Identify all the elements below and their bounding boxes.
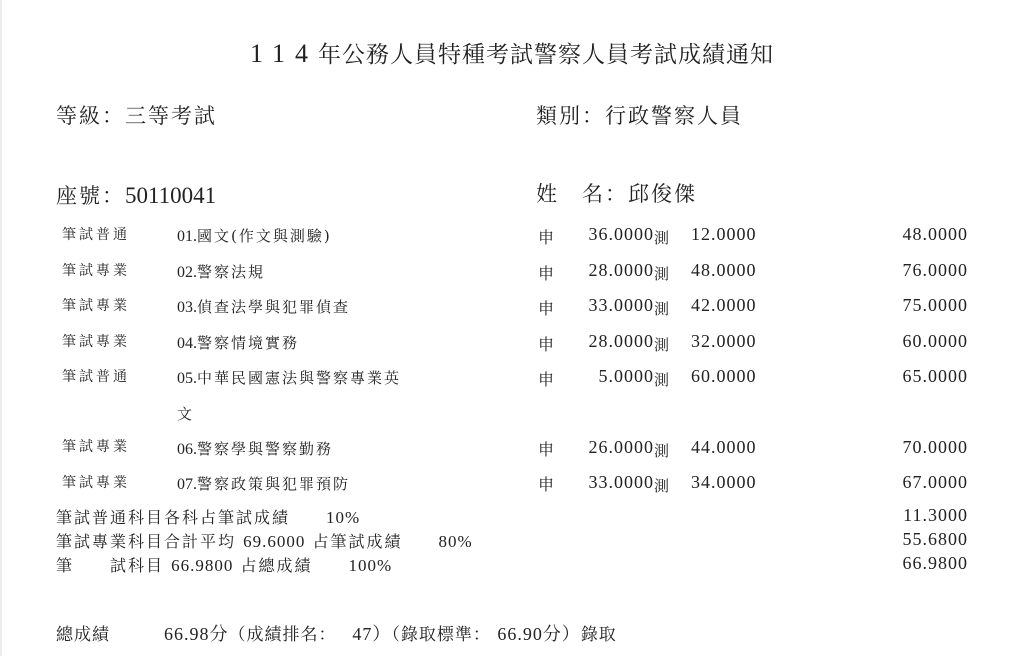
subject-flag: 申 [538,440,555,459]
summary-general: 筆試普通科目各科占筆試成績 10% [56,508,361,527]
test-label: 測 [654,442,670,460]
subject-name: 03.偵查法學與犯罪偵查 [177,298,351,316]
subject-flag: 申 [538,475,555,494]
name-label: 姓 名： [536,182,628,206]
essay-score: 33.0000 [588,472,654,492]
rank-label: （成績排名： [228,625,328,645]
category-label: 類別： [536,104,605,128]
seat-value: 50110041 [125,183,217,208]
summary-written-value: 66.9800 [902,553,968,573]
test-score: 32.0000 [691,331,757,351]
title-text: 年公務人員特種考試警察人員考試成績通知 [318,42,775,68]
level-field [56,100,217,130]
standard-value: 66.90分） [497,624,581,644]
rank-value: 47） [352,624,392,644]
subject-name: 02.警察法規 [177,263,266,281]
test-score: 44.0000 [691,437,757,457]
test-label: 測 [654,371,670,389]
subject-type: 筆試專業 [62,334,130,350]
subject-type: 筆試普通 [62,369,130,385]
category-field [536,100,743,130]
seat-label: 座號： [56,184,125,208]
subject-type: 筆試專業 [62,298,130,314]
final-score-line [56,620,617,646]
subject-total: 67.0000 [902,472,968,492]
final-score: 66.98分 [164,624,229,644]
test-score: 48.0000 [691,260,757,280]
subject-type: 筆試專業 [62,475,130,491]
subject-name: 04.警察情境實務 [177,334,300,352]
subject-flag: 申 [538,335,555,354]
page-title [0,36,1024,69]
page-edge [0,0,2,656]
level-value: 三等考試 [125,104,217,128]
result-status: 錄取 [580,625,617,645]
category-value: 行政警察人員 [605,104,743,128]
subject-name-continued: 文 [177,405,195,423]
subject-total: 76.0000 [902,260,968,280]
subject-type: 筆試專業 [62,439,130,455]
test-label: 測 [654,265,670,283]
summary-professional-value: 55.6800 [902,529,968,549]
subject-name: 07.警察政策與犯罪預防 [177,475,351,493]
essay-score: 5.0000 [598,366,654,386]
seat-field [56,180,216,210]
standard-label: （錄取標準： [391,625,491,645]
test-label: 測 [654,336,670,354]
test-score: 12.0000 [691,224,757,244]
subject-flag: 申 [538,370,555,389]
subject-total: 60.0000 [902,331,968,351]
subject-total: 75.0000 [902,295,968,315]
final-label: 總成績 [56,625,110,645]
subject-name: 01.國文(作文與測驗) [177,227,332,245]
name-value: 邱俊傑 [628,182,697,206]
essay-score: 26.0000 [588,437,654,457]
subject-type: 筆試普通 [62,227,130,243]
subject-name: 05.中華民國憲法與警察專業英 [177,369,402,387]
subject-flag: 申 [538,228,555,247]
level-label: 等級： [56,104,125,128]
test-score: 42.0000 [691,295,757,315]
essay-score: 28.0000 [588,260,654,280]
essay-score: 28.0000 [588,331,654,351]
subject-total: 65.0000 [902,366,968,386]
summary-written: 筆 試科目 66.9800 占總成績 100% [56,556,393,575]
subject-name: 06.警察學與警察勤務 [177,440,334,458]
name-field [536,178,697,208]
test-label: 測 [654,477,670,495]
essay-score: 36.0000 [588,224,654,244]
title-year: 114 [249,39,319,68]
subject-flag: 申 [538,299,555,318]
subject-flag: 申 [538,264,555,283]
subject-total: 48.0000 [902,224,968,244]
subject-type: 筆試專業 [62,263,130,279]
test-score: 60.0000 [691,366,757,386]
test-label: 測 [654,229,670,247]
summary-general-value: 11.3000 [903,505,968,525]
subject-total: 70.0000 [902,437,968,457]
summary-professional: 筆試專業科目合計平均 69.6000 占筆試成績 80% [56,532,473,551]
test-score: 34.0000 [691,472,757,492]
essay-score: 33.0000 [588,295,654,315]
test-label: 測 [654,300,670,318]
